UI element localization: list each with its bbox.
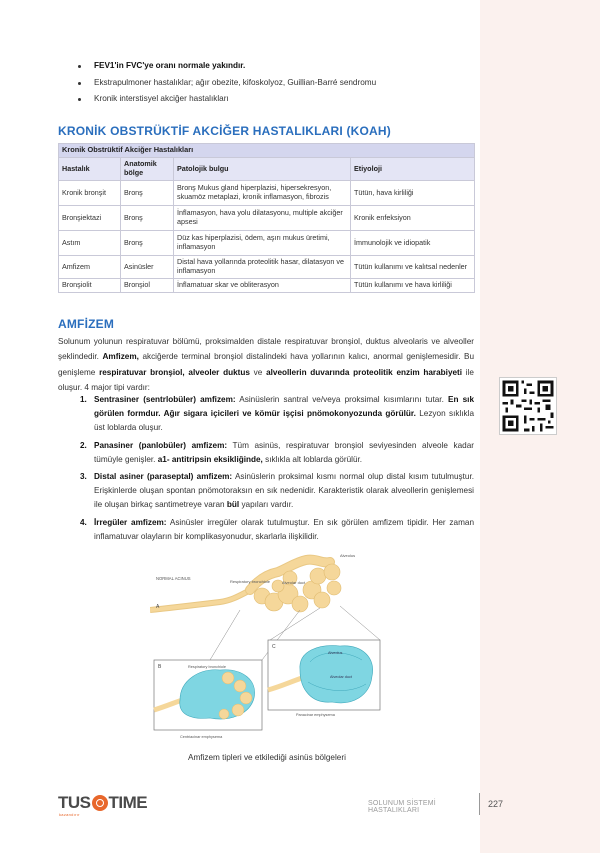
text-run: akciğerde terminal bronşiol distalindeki hava yollarının kalıcı, anormal genişlemesidir. Bu genişleme: [58, 352, 475, 377]
section-heading-amfizem: AMFİZEM: [58, 317, 115, 331]
label-panacinar: Panacinar emphysema: [296, 713, 335, 717]
text-run: Tüm asinüs, respiratuvar bronşiol seviyesinden alveole kadar tümüyle genişler.: [94, 440, 474, 464]
label-b-respiratory: Respiratory bronchiole: [188, 665, 226, 669]
table-row: [59, 231, 475, 256]
label-c-alveolus: Alveolus: [328, 651, 343, 655]
table-title: Kronik Obstrüktif Akciğer Hastalıkları: [59, 144, 475, 158]
bullet-item: Ekstrapulmoner hastalıklar; ağır obezite, kifoskolyoz, Guillian-Barré sendromu: [78, 75, 468, 92]
panel-label-c: C: [272, 644, 276, 650]
item-title: Panasiner (panlobüler) amfizem:: [94, 440, 228, 450]
text-run: Asinüsler irregüler olarak tutulmuştur. En sık görülen amfizem tipidir. Her zaman inflamatuvar olayların bir komplikasyonudur, skarlarla ilişkilidir.: [94, 517, 475, 541]
bold-run: En sık görülen formdur. Ağır sigara içicileri ve kömür işçisi pnömokonyozunda görülür.: [94, 395, 475, 419]
table-cell: Kronik bronşit: [59, 181, 121, 206]
text-run: Asinüslerin santral ve/veya proksimal kısımlarını tutar.: [239, 395, 444, 404]
logo-text-right: TIME: [108, 793, 148, 812]
label-normal-acinus: NORMAL ACINUS: [156, 576, 191, 581]
table-cell: Bronşiolit: [59, 279, 121, 293]
table-cell: Bronş: [121, 206, 174, 231]
table-cell: İnflamasyon, hava yolu dilatasyonu, multiple akciğer apsesi: [174, 206, 351, 231]
item-title: İrregüler amfizem:: [94, 517, 167, 527]
logo-clock-icon: [92, 795, 108, 811]
text-run: Solunum yolunun respiratuvar bölümü, proksimalden distale respiratuvar bronşiol, duktus alveolaris ve alveoller şeklindedir.: [58, 337, 474, 362]
logo-text-left: TUS: [58, 793, 91, 812]
item-title: Sentrasiner (sentrlobüler) amfizem:: [94, 395, 236, 404]
table-row: [59, 206, 475, 231]
table-cell: Kronik enfeksiyon: [351, 206, 475, 231]
logo-tagline: kazandırır: [59, 812, 80, 817]
table-cell: Bronş: [121, 181, 174, 206]
table-cell: İmmunolojik ve idiopatik: [351, 231, 475, 256]
panel-label-b: B: [158, 664, 162, 670]
bullet-list: [78, 58, 468, 108]
text-run: sıklıkla alt loblarda görülür.: [265, 454, 363, 464]
footer-section-title: SOLUNUM SİSTEMİ HASTALIKLARI: [368, 800, 436, 814]
acinus-figure: [150, 550, 385, 740]
table-cell: Bronş: [121, 231, 174, 256]
tustime-logo: [58, 793, 147, 813]
table-cell: Bronşiektazi: [59, 206, 121, 231]
text-run: Asinüslerin proksimal kısmı normal olup distal kısım tutulmuştur. Erişkinlerde oluşan spontan pnömotoraksın en sık nedenidir. Karakteristik olarak alveollerin genişlemesi ile oluşan birkaç santimetreye varan: [94, 472, 474, 510]
table-cell: Tütün, hava kirliliği: [351, 181, 475, 206]
footer-divider: [479, 793, 480, 815]
table-cell: Asinüsler: [121, 256, 174, 279]
bullet-item: Kronik interstisyel akciğer hastalıkları: [78, 91, 468, 108]
item-number: 1.: [80, 395, 87, 404]
text-run: ile oluşur. 4 major tipi vardır:: [58, 367, 474, 393]
table-cell: İnflamatuar skar ve obliterasyon: [174, 279, 351, 293]
amfizem-intro: [58, 334, 474, 396]
table-cell: Astım: [59, 231, 121, 256]
table-cell: Bronşiol: [121, 279, 174, 293]
table-header: Etiyoloji: [351, 158, 475, 181]
qr-code-icon[interactable]: [499, 377, 557, 435]
label-centriacinar: Centriacinar emphysema: [180, 735, 223, 739]
table-header: Hastalık: [59, 158, 121, 181]
list-item: [80, 393, 474, 436]
panel-c: [268, 606, 380, 710]
table-row: [59, 256, 475, 279]
amfizem-types-list: [80, 393, 474, 547]
table-row: [59, 181, 475, 206]
panel-label-a: A: [156, 604, 160, 610]
figure-caption: Amfizem tipleri ve etkilediği asinüs bölgeleri: [188, 753, 346, 762]
table-header: Anatomik bölge: [121, 158, 174, 181]
bold-run: alveollerin duvarında proteolitik enzim harabiyeti: [266, 367, 463, 377]
table-cell: Tütün kullanımı ve kalıtsal nedenler: [351, 256, 475, 279]
label-alveolus: Alveolus: [340, 553, 356, 558]
text-run: ve: [253, 367, 263, 377]
list-item: [80, 516, 474, 544]
bold-run: a1- antitripsin eksikliğinde,: [157, 454, 263, 464]
item-title: Distal asiner (paraseptal) amfizem:: [94, 472, 233, 482]
table-cell: Distal hava yollarında proteolitik hasar, dilatasyon ve inflamasyon: [174, 256, 351, 279]
bold-run: Amfizem,: [102, 352, 139, 362]
item-number: 4.: [80, 517, 87, 527]
item-number: 3.: [80, 472, 87, 482]
table-cell: Amfizem: [59, 256, 121, 279]
bold-run: bül: [226, 500, 240, 510]
table-cell: Bronş Mukus gland hiperplazisi, hipersekresyon, skuamöz metaplazi, kronik inflamasyon, fibrozis: [174, 181, 351, 206]
section-heading-koah: KRONİK OBSTRÜKTİF AKCİĞER HASTALIKLARI (KOAH): [58, 124, 391, 138]
normal-acinus: [150, 560, 341, 612]
table-cell: Tütün kullanımı ve hava kirliliği: [351, 279, 475, 293]
list-item: [80, 439, 474, 467]
page-number: 227: [488, 799, 504, 809]
text-run: yapıları vardır.: [241, 500, 294, 510]
text-run: Lezyon sıklıkla üst loblarda oluşur.: [94, 409, 475, 433]
koah-table: [58, 143, 475, 293]
bullet-item: FEV1'in FVC'ye oranı normale yakındır.: [78, 58, 468, 75]
label-alveolar-duct: Alveolar duct: [282, 580, 306, 585]
label-c-alveolar-duct: Alveolar duct: [330, 675, 352, 679]
label-respiratory-bronchiole: Respiratory bronchiole: [230, 579, 271, 584]
table-cell: Düz kas hiperplazisi, ödem, aşırı mukus üretimi, inflamasyon: [174, 231, 351, 256]
table-header: Patolojik bulgu: [174, 158, 351, 181]
table-row: [59, 279, 475, 293]
bold-run: respiratuvar bronşiol, alveoler duktus: [99, 367, 250, 377]
list-item: [80, 470, 474, 513]
item-number: 2.: [80, 440, 87, 450]
